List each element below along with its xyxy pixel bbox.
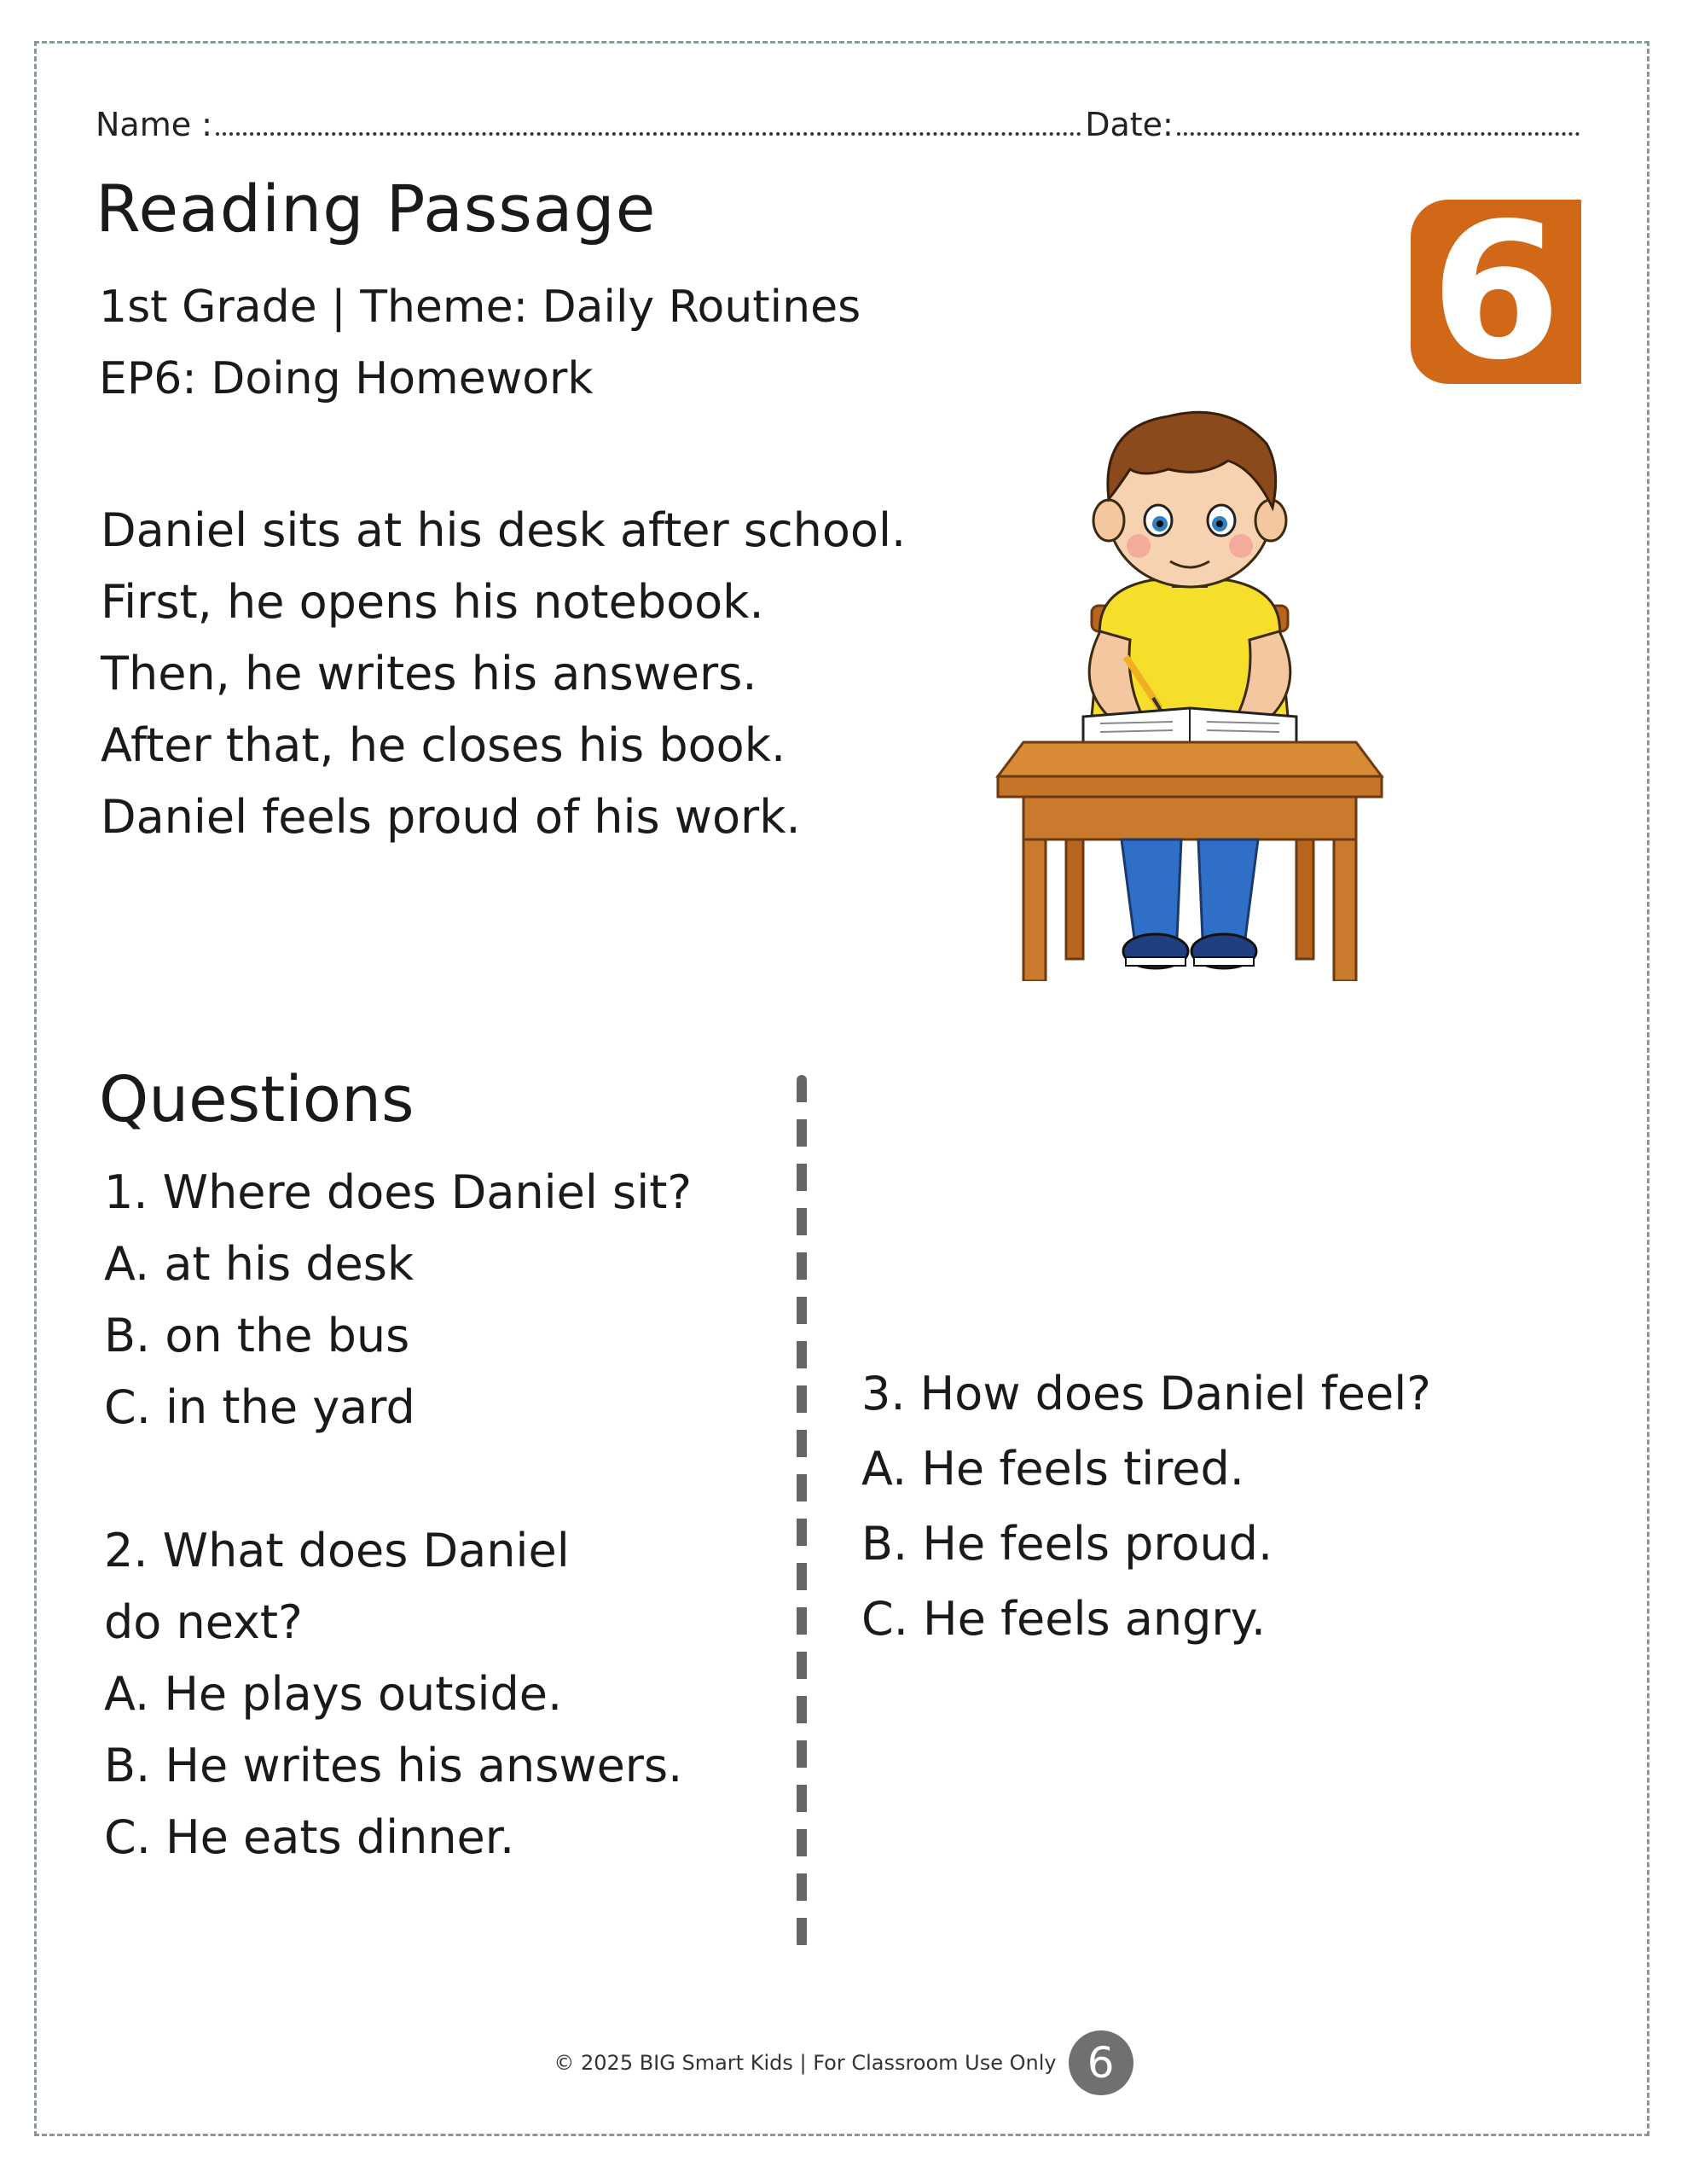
answer-option[interactable]: A. He feels tired. [861, 1442, 1244, 1496]
answer-option[interactable]: A. He plays outside. [104, 1667, 563, 1721]
copyright-text: © 2025 BIG Smart Kids | For Classroom Use Only [554, 2051, 1057, 2075]
name-label: Name : [96, 106, 212, 143]
question-text: 3. How does Daniel feel? [861, 1367, 1431, 1420]
date-label: Date: [1085, 106, 1174, 143]
answer-option[interactable]: B. He writes his answers. [104, 1739, 683, 1792]
name-field-line[interactable] [216, 132, 1081, 136]
page-title: Reading Passage [96, 171, 657, 247]
answer-option[interactable]: C. in the yard [104, 1380, 415, 1434]
passage-line: Then, he writes his answers. [101, 647, 757, 700]
footer [0, 2030, 1687, 2095]
question-text: 2. What does Daniel [104, 1524, 570, 1577]
question-text: 1. Where does Daniel sit? [104, 1165, 693, 1219]
question-text: do next? [104, 1595, 303, 1649]
answer-option[interactable]: A. at his desk [104, 1237, 415, 1291]
reading-passage [101, 495, 906, 853]
question-2 [104, 1515, 682, 1873]
boy-doing-homework-illustration [972, 341, 1407, 981]
footer-page-badge: 6 [1069, 2030, 1133, 2095]
question-1 [104, 1157, 692, 1443]
answer-option[interactable]: C. He eats dinner. [104, 1810, 515, 1864]
answer-option[interactable]: B. He feels proud. [861, 1517, 1273, 1571]
episode-number-badge: 6 [1411, 200, 1581, 384]
passage-line: Daniel sits at his desk after school. [101, 503, 907, 557]
passage-line: Daniel feels proud of his work. [101, 790, 801, 844]
grade-theme-subtitle: 1st Grade | Theme: Daily Routines [99, 282, 861, 333]
questions-heading: Questions [99, 1063, 415, 1136]
date-field-line[interactable] [1177, 132, 1580, 136]
passage-line: First, he opens his notebook. [101, 575, 764, 629]
answer-option[interactable]: C. He feels angry. [861, 1592, 1267, 1646]
episode-subtitle: EP6: Doing Homework [99, 353, 594, 404]
name-date-line [96, 106, 1583, 143]
question-3 [861, 1356, 1431, 1657]
answer-option[interactable]: B. on the bus [104, 1309, 410, 1362]
column-divider [797, 1075, 807, 1949]
passage-line: After that, he closes his book. [101, 718, 786, 772]
